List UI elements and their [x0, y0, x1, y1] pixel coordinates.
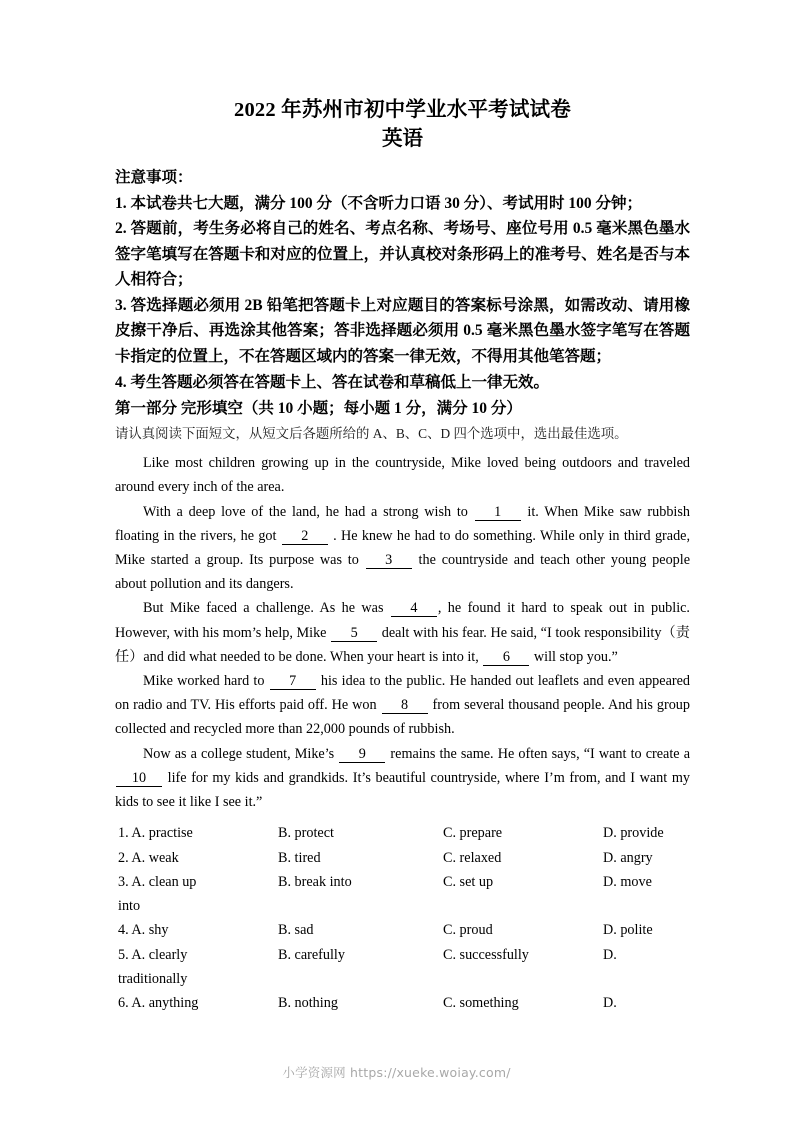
passage-text: remains the same. He often says, “I want to create a [386, 745, 690, 762]
option-wrap-continuation[interactable]: into [118, 898, 141, 915]
option-b-q2[interactable]: B. tired [278, 849, 321, 866]
question-row [115, 943, 690, 967]
option-b-q5[interactable]: B. carefully [278, 946, 345, 963]
cloze-blank-10[interactable]: 10 [116, 770, 162, 787]
passage-text: Mike worked hard to [143, 673, 269, 690]
option-d-q1[interactable]: D. provide [603, 825, 664, 842]
section-instruction: 请认真阅读下面短文，从短文后各题所给的 A、B、C、D 四个选项中，选出最佳选项。 [115, 426, 628, 442]
notice-block [115, 154, 690, 395]
option-a-q2[interactable]: 2. A. weak [118, 849, 179, 866]
option-b-q6[interactable]: B. nothing [278, 995, 338, 1012]
option-c-q6[interactable]: C. something [443, 995, 519, 1012]
cloze-passage [115, 445, 690, 814]
option-b-q3[interactable]: B. break into [278, 873, 352, 890]
notice-heading: 注意事项： [115, 169, 193, 186]
notice-item-3: 3. 答选择题必须用 2B 铅笔把答题卡上对应题目的答案标号涂黑，如需改动、请用橡皮擦干净后、再选涂其他答案；答非选择题必须用 0.5 毫米黑色墨水签字笔写在答题卡指定的位置上，不在答题区域内的答案一律无效，不得用其他笔答题； [115, 296, 690, 366]
section-block [115, 395, 690, 445]
cloze-blank-1[interactable]: 1 [475, 504, 521, 521]
cloze-blank-6[interactable]: 6 [483, 649, 529, 666]
passage-text: the countryside and teach other young people about pollution and its dangers. [115, 552, 691, 593]
passage-paragraph [115, 500, 690, 597]
option-b-q4[interactable]: B. sad [278, 922, 314, 939]
passage-paragraph [115, 596, 690, 669]
question-row [115, 846, 690, 870]
passage-text: will stop you.” [530, 648, 618, 665]
passage-text: life for my kids and grandkids. It’s beautiful countryside, where I’m from, and I want my kids to see it like I see it.” [115, 769, 690, 811]
option-wrap-continuation[interactable]: traditionally [118, 971, 188, 988]
passage-paragraph [115, 742, 690, 815]
question-row [115, 870, 690, 894]
passage-text: , he found it hard to speak out in public. However, with his mom’s help, Mike [115, 600, 690, 641]
option-c-q4[interactable]: C. proud [443, 922, 493, 939]
option-c-q1[interactable]: C. prepare [443, 825, 503, 842]
notice-item-2: 2. 答题前，考生务必将自己的姓名、考点名称、考场号、座位号用 0.5 毫米黑色墨水签字笔填写在答题卡和对应的位置上，并认真校对条形码上的准考号、姓名是否与本人相符合； [115, 220, 690, 289]
passage-text: his idea to the public. He handed out leaflets and even appeared on radio and TV. His efforts paid off. He won [115, 673, 690, 714]
passage-text: Like most children growing up in the countryside, Mike loved being outdoors and traveled around every inch of the area. [115, 455, 690, 496]
cloze-blank-9[interactable]: 9 [339, 746, 385, 763]
option-a-q6[interactable]: 6. A. anything [118, 995, 199, 1012]
question-row [115, 918, 690, 942]
passage-text: With a deep love of the land, he had a strong wish to [143, 503, 474, 520]
question-row [115, 991, 690, 1015]
option-d-q2[interactable]: D. angry [603, 849, 653, 866]
passage-text: Now as a college student, Mike’s [143, 745, 339, 762]
passage-text: dealt with his fear. He said, “I took responsibility（责任）and did what needed to be done. When your heart is into it, [115, 624, 690, 665]
passage-text: But Mike faced a challenge. As he was [143, 600, 390, 617]
cloze-blank-7[interactable]: 7 [270, 673, 316, 690]
option-d-q4[interactable]: D. polite [603, 922, 653, 939]
option-b-q1[interactable]: B. protect [278, 825, 334, 842]
question-row [115, 821, 690, 845]
section-header: 第一部分 完形填空（共 10 小题；每小题 1 分，满分 10 分） [115, 400, 522, 418]
passage-text: . He knew he had to do something. While only in third grade, Mike started a group. Its purpose was to [115, 527, 691, 569]
option-a-q1[interactable]: 1. A. practise [118, 825, 193, 842]
option-c-q5[interactable]: C. successfully [443, 946, 529, 963]
notice-item-1: 1. 本试卷共七大题，满分 100 分（不含听力口语 30 分）、考试用时 100 分钟； [115, 194, 643, 212]
option-d-q6[interactable]: D. [603, 995, 617, 1012]
passage-text: from several thousand people. And his group collected and recycled more than 22,000 pounds of rubbish. [115, 697, 690, 738]
page-subtitle: 英语 [382, 128, 423, 150]
cloze-blank-3[interactable]: 3 [366, 552, 412, 569]
cloze-blank-5[interactable]: 5 [331, 625, 377, 642]
option-c-q2[interactable]: C. relaxed [443, 849, 502, 866]
option-c-q3[interactable]: C. set up [443, 873, 494, 890]
cloze-blank-8[interactable]: 8 [382, 697, 428, 714]
passage-text: it. When Mike saw rubbish floating in the rivers, he got [115, 503, 690, 544]
option-a-q4[interactable]: 4. A. shy [118, 922, 169, 939]
cloze-blank-2[interactable]: 2 [282, 528, 328, 545]
page-title: 2022 年苏州市初中学业水平考试试卷 [234, 99, 571, 121]
option-d-q5[interactable]: D. [603, 946, 617, 963]
footer-watermark: 小学资源网 https://xueke.woiay.com/ [282, 1065, 511, 1080]
option-a-q5[interactable]: 5. A. clearly [118, 946, 188, 963]
passage-paragraph [115, 669, 690, 742]
notice-item-4: 4. 考生答题必须答在答题卡上、答在试卷和草稿低上一律无效。 [115, 373, 550, 391]
option-d-q3[interactable]: D. move [603, 873, 652, 890]
options-list [115, 814, 690, 1015]
cloze-blank-4[interactable]: 4 [391, 600, 437, 617]
passage-paragraph [115, 451, 690, 499]
option-a-q3[interactable]: 3. A. clean up [118, 873, 197, 890]
